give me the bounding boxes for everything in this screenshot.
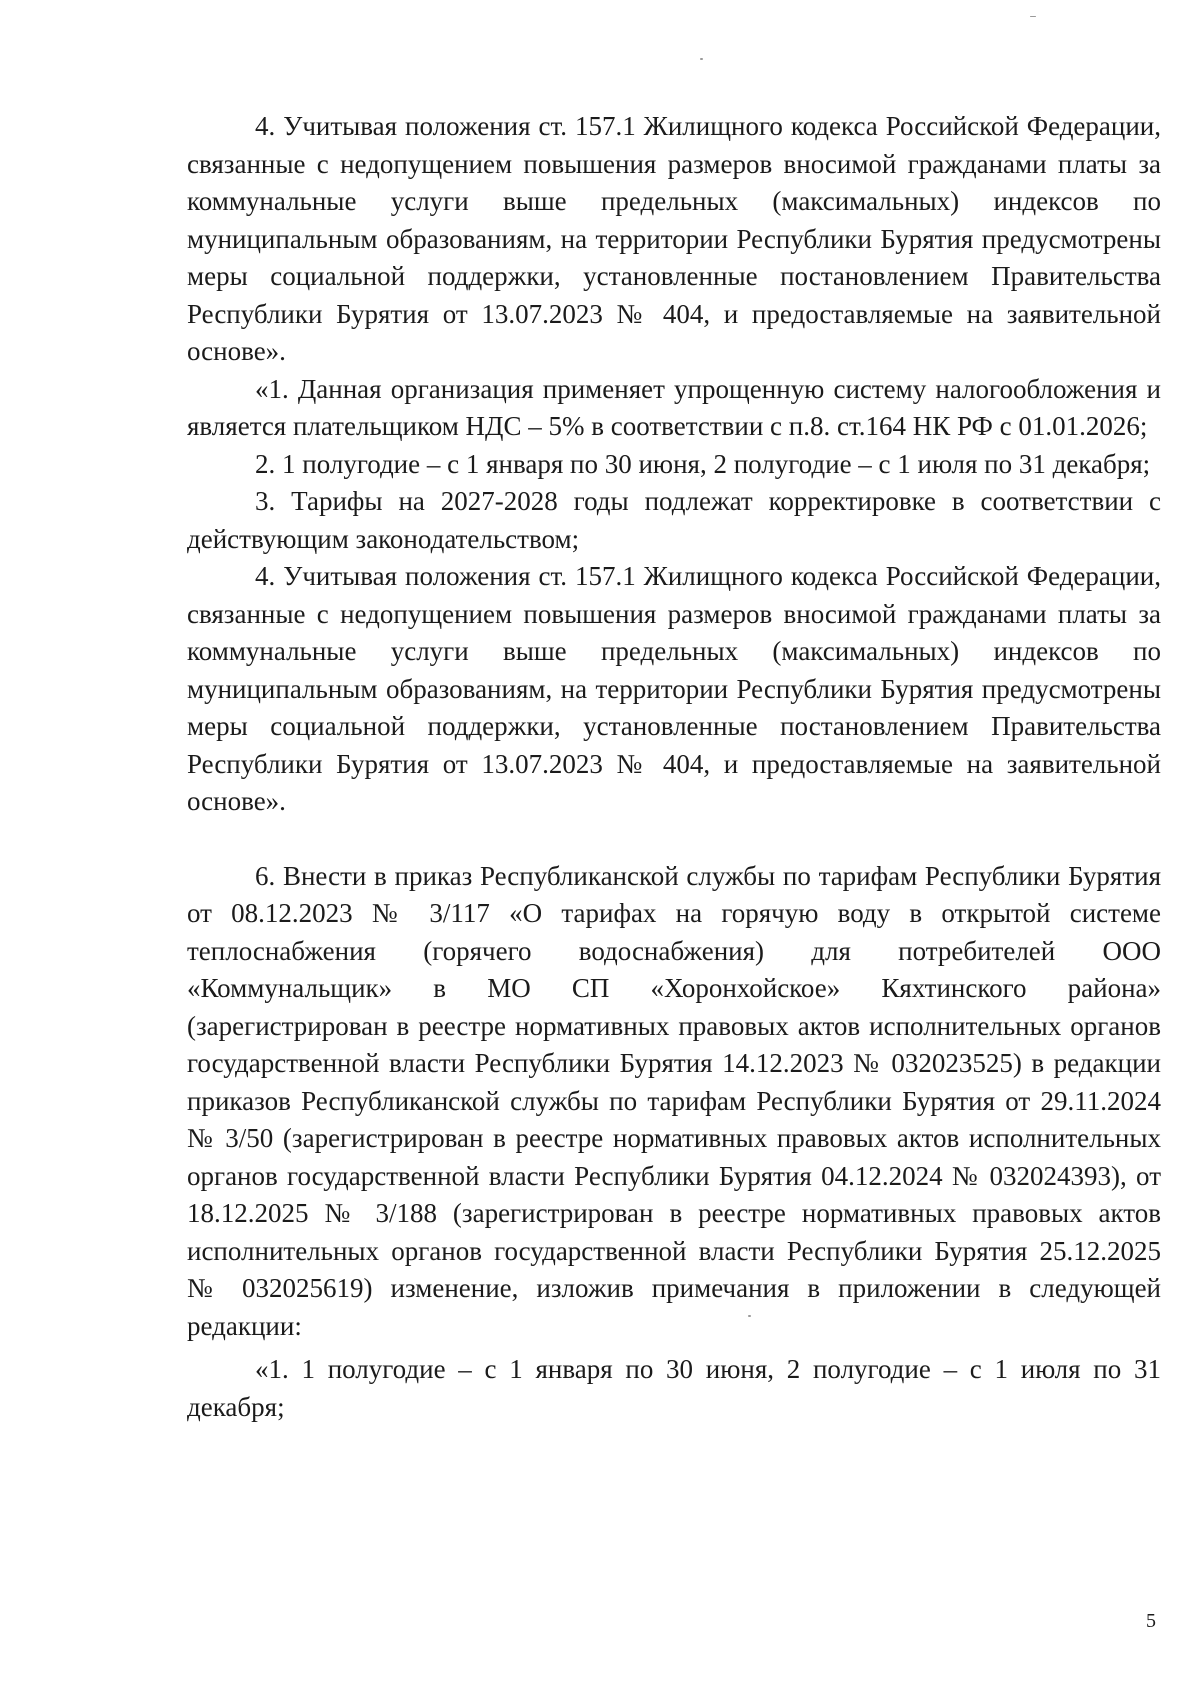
paragraph-amended-note-1: «1. 1 полугодие – с 1 января по 30 июня, 2 полугодие – с 1 июля по 31 декабря;: [187, 1354, 1161, 1422]
paragraph-note-3-tariffs: 3. Тарифы на 2027-2028 годы подлежат корректировке в соответствии с действующим законодательством;: [187, 486, 1161, 554]
paragraph-6-amendment: 6. Внести в приказ Республиканской службы по тарифам Республики Бурятия от 08.12.2023 № 3/117 «О тарифах на горячую воду в открытой системе теплоснабжения (горячего водоснабжения) для потребителей ООО «Коммунальщик» в МО СП «Хоронхойское» Кяхтинского района» (зарегистрирован в реестре нормативных правовых актов исполнительных органов государственной власти Республики Бурятия 14.12.2023 № 032023525) в редакции приказов Республиканской службы по тарифам Республики Бурятия от 29.11.2024 № 3/50 (зарегистрирован в реестре нормативных правовых актов исполнительных органов государственной власти Республики Бурятия 04.12.2024 № 032024393), от 18.12.2025 № 3/188 (зарегистрирован в реестре нормативных правовых актов исполнительных органов государственной власти Республики Бурятия 25.12.2025 № 032025619) изменение, изложив примечания в приложении в следующей редакции:: [187, 860, 1161, 1341]
paragraph-note-4-social-support: 4. Учитывая положения ст. 157.1 Жилищного кодекса Российской Федерации, связанные с недопущением повышения размеров вносимой гражданами платы за коммунальные услуги выше предельных (максимальных) индексов по муниципальным образованиям, на территории Республики Бурятия предусмотрены меры социальной поддержки, установленные постановлением Правительства Республики Бурятия от 13.07.2023 № 404, и предоставляемые на заявительной основе».: [187, 561, 1161, 816]
paragraph-note-2-halfyear: 2. 1 полугодие – с 1 января по 30 июня, 2 полугодие – с 1 июля по 31 декабря;: [255, 448, 1151, 479]
paragraph-4-heat-note: 4. Учитывая положения ст. 157.1 Жилищного кодекса Российской Федерации, связанные с недопущением повышения размеров вносимой гражданами платы за коммунальные услуги выше предельных (максимальных) индексов по муниципальным образованиям, на территории Республики Бурятия предусмотрены меры социальной поддержки, установленные постановлением Правительства Республики Бурятия от 13.07.2023 № 404, и предоставляемые на заявительной основе».: [187, 111, 1161, 366]
page-number: 5: [1146, 1610, 1156, 1632]
scan-artifact: [1030, 16, 1036, 17]
scan-artifact: [700, 58, 703, 60]
paragraph-note-1-vat: «1. Данная организация применяет упрощенную систему налогообложения и является плательщиком НДС – 5% в соответствии с п.8. ст.164 НК РФ с 01.01.2026;: [187, 373, 1161, 441]
document-body: [187, 108, 1161, 1426]
